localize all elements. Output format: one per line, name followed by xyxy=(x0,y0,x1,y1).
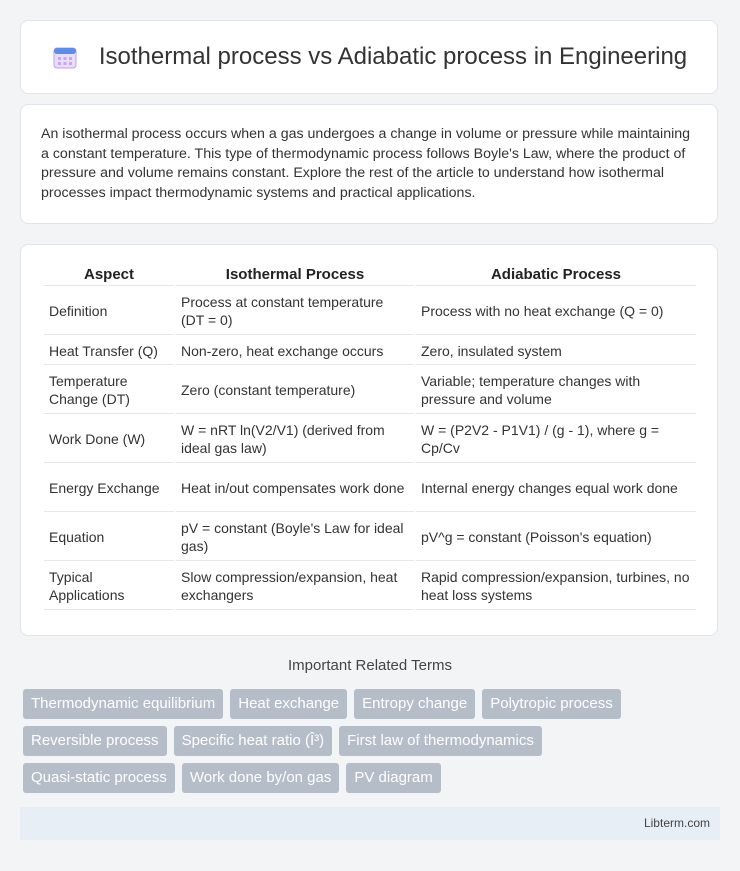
related-term-tag[interactable]: First law of thermodynamics xyxy=(339,726,542,756)
table-cell: Rapid compression/expansion, turbines, no heat loss systems xyxy=(416,563,696,610)
table-row xyxy=(44,416,696,463)
table-cell: W = nRT ln(V2/V1) (derived from ideal gas law) xyxy=(176,416,414,463)
table-cell: Non-zero, heat exchange occurs xyxy=(176,337,414,365)
footer-site-link[interactable]: Libterm.com xyxy=(643,816,710,830)
calendar-icon xyxy=(51,43,79,71)
table-cell: Heat in/out compensates work done xyxy=(176,465,414,512)
table-cell: pV^g = constant (Poisson's equation) xyxy=(416,514,696,561)
related-term-tag[interactable]: Quasi-static process xyxy=(23,763,175,793)
related-term-tag[interactable]: Polytropic process xyxy=(482,689,621,719)
related-terms-list xyxy=(23,689,723,800)
related-term-tag[interactable]: Work done by/on gas xyxy=(182,763,339,793)
related-term-tag[interactable]: Entropy change xyxy=(354,689,475,719)
table-cell: Definition xyxy=(44,288,174,335)
table-cell: Typical Applications xyxy=(44,563,174,610)
related-term-tag[interactable]: PV diagram xyxy=(346,763,440,793)
table-row xyxy=(44,514,696,561)
related-term-tag[interactable]: Heat exchange xyxy=(230,689,347,719)
column-header: Isothermal Process xyxy=(176,263,414,286)
table-cell: Heat Transfer (Q) xyxy=(44,337,174,365)
comparison-table-card xyxy=(20,244,718,636)
comparison-table xyxy=(42,261,698,612)
table-cell: Internal energy changes equal work done xyxy=(416,465,696,512)
table-cell: Process with no heat exchange (Q = 0) xyxy=(416,288,696,335)
page-title: Isothermal process vs Adiabatic process in Engineering xyxy=(98,43,688,70)
table-cell: Work Done (W) xyxy=(44,416,174,463)
intro-text: An isothermal process occurs when a gas undergoes a change in volume or pressure while maintaining a constant temperature. This type of thermodynamic process follows Boyle's Law, where the product of pressure and volume remains constant. Explore the rest of the article to understand how isothermal processes impact thermodynamic systems and practical applications. xyxy=(41,126,691,201)
related-terms-title: Important Related Terms xyxy=(288,657,452,674)
tag-row xyxy=(23,689,723,719)
footer xyxy=(20,807,720,840)
related-term-tag[interactable]: Specific heat ratio (Î³) xyxy=(174,726,333,756)
column-header: Aspect xyxy=(44,263,174,286)
table-header-row xyxy=(44,263,696,286)
table-cell: Energy Exchange xyxy=(44,465,174,512)
table-cell: Process at constant temperature (DT = 0) xyxy=(176,288,414,335)
table-cell: Temperature Change (DT) xyxy=(44,367,174,414)
header-card xyxy=(20,20,718,94)
table-cell: Zero (constant temperature) xyxy=(176,367,414,414)
table-cell: pV = constant (Boyle's Law for ideal gas) xyxy=(176,514,414,561)
tag-row xyxy=(23,726,723,756)
table-row xyxy=(44,563,696,610)
intro-card xyxy=(20,104,718,224)
related-term-tag[interactable]: Reversible process xyxy=(23,726,167,756)
column-header: Adiabatic Process xyxy=(416,263,696,286)
table-cell: W = (P2V2 - P1V1) / (g - 1), where g = Cp/Cv xyxy=(416,416,696,463)
related-term-tag[interactable]: Thermodynamic equilibrium xyxy=(23,689,223,719)
table-cell: Slow compression/expansion, heat exchangers xyxy=(176,563,414,610)
table-row xyxy=(44,337,696,365)
table-row xyxy=(44,465,696,512)
table-cell: Variable; temperature changes with pressure and volume xyxy=(416,367,696,414)
table-row xyxy=(44,367,696,414)
table-row xyxy=(44,288,696,335)
table-cell: Zero, insulated system xyxy=(416,337,696,365)
tag-row xyxy=(23,763,723,793)
table-cell: Equation xyxy=(44,514,174,561)
